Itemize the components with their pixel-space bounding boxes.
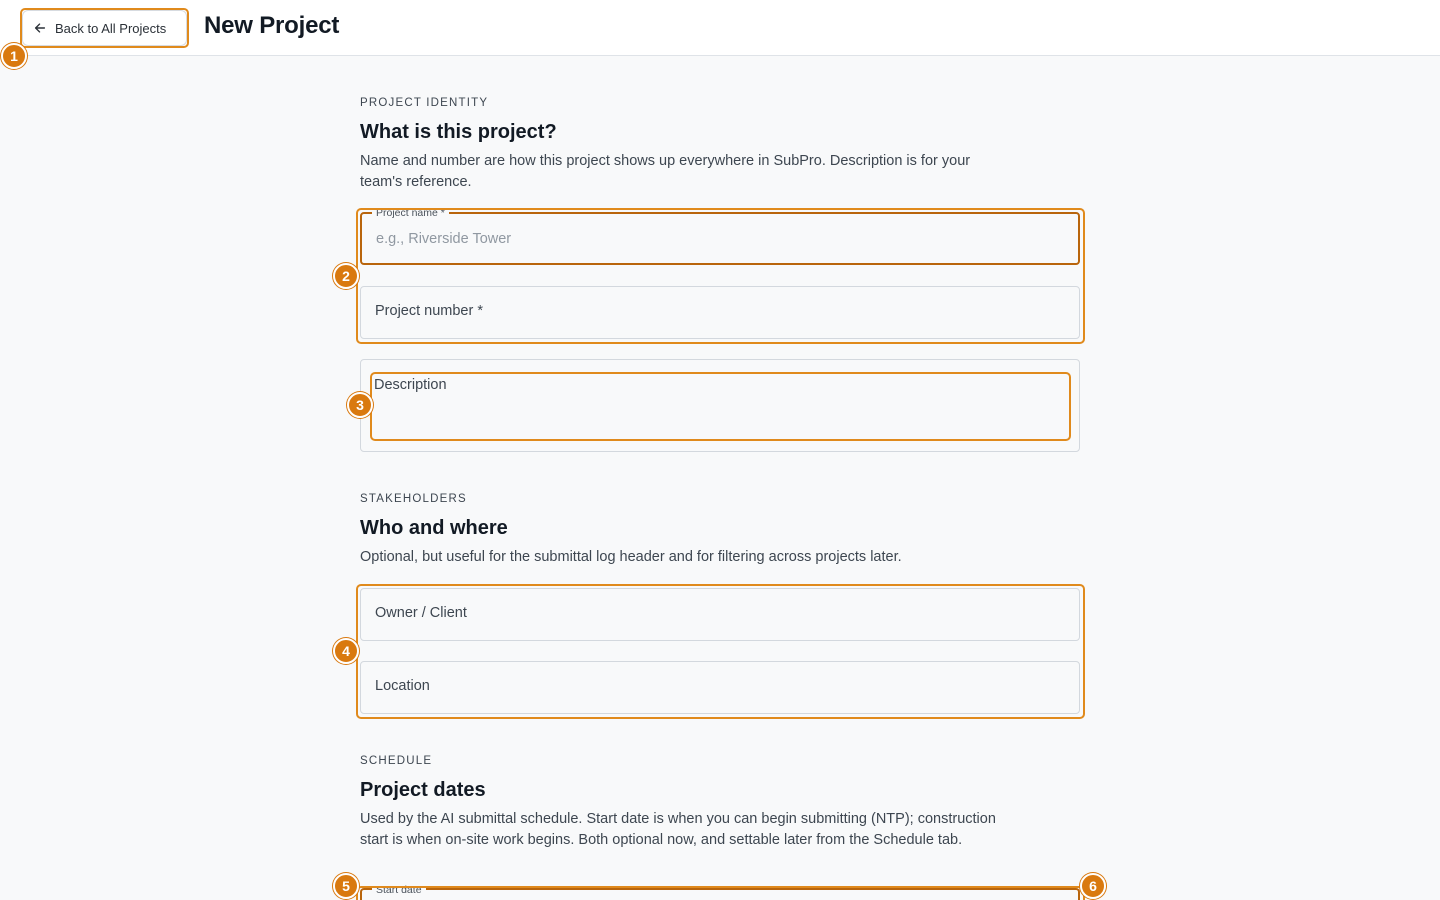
annotation-badge-4: 4 xyxy=(333,638,359,664)
section-eyebrow-schedule: SCHEDULE xyxy=(360,755,433,767)
description-field[interactable] xyxy=(360,359,1080,452)
project-name-field[interactable] xyxy=(360,207,1080,265)
section-description-stakeholders: Optional, but useful for the submittal log header and for filtering across projects later. xyxy=(360,549,902,565)
project-name-input[interactable] xyxy=(362,214,1078,263)
section-title-schedule: Project dates xyxy=(360,779,486,801)
back-to-projects-button[interactable] xyxy=(22,10,187,46)
start-date-label: Start date xyxy=(372,884,426,896)
project-name-label: Project name * xyxy=(372,207,449,219)
owner-client-label: Owner / Client xyxy=(375,605,467,621)
project-number-field[interactable] xyxy=(360,286,1080,339)
section-title-identity: What is this project? xyxy=(360,121,557,143)
start-date-field[interactable] xyxy=(360,884,1080,900)
annotation-badge-6: 6 xyxy=(1080,873,1106,899)
annotation-badge-2: 2 xyxy=(333,263,359,289)
arrow-left-icon xyxy=(33,21,47,35)
section-description-identity: Name and number are how this project shows up everywhere in SubPro. Description is for your team's reference. xyxy=(360,153,971,190)
description-label: Description xyxy=(374,377,447,393)
annotation-badge-3: 3 xyxy=(347,392,373,418)
top-bar xyxy=(0,0,1440,56)
section-eyebrow-identity: PROJECT IDENTITY xyxy=(360,97,489,109)
section-eyebrow-stakeholders: STAKEHOLDERS xyxy=(360,493,467,505)
annotation-badge-5: 5 xyxy=(333,873,359,899)
location-label: Location xyxy=(375,678,430,694)
project-number-label: Project number * xyxy=(375,303,483,319)
location-field[interactable] xyxy=(360,661,1080,714)
section-title-stakeholders: Who and where xyxy=(360,517,508,539)
owner-client-field[interactable] xyxy=(360,588,1080,641)
back-button-label: Back to All Projects xyxy=(55,20,167,36)
annotation-badge-1: 1 xyxy=(1,43,27,69)
page-title: New Project xyxy=(204,12,340,39)
section-description-schedule: Used by the AI submittal schedule. Start date is when you can begin submitting (NTP); construction start is when on-site work begins. Both optional now, and settable later from the Schedule tab. xyxy=(360,811,996,848)
